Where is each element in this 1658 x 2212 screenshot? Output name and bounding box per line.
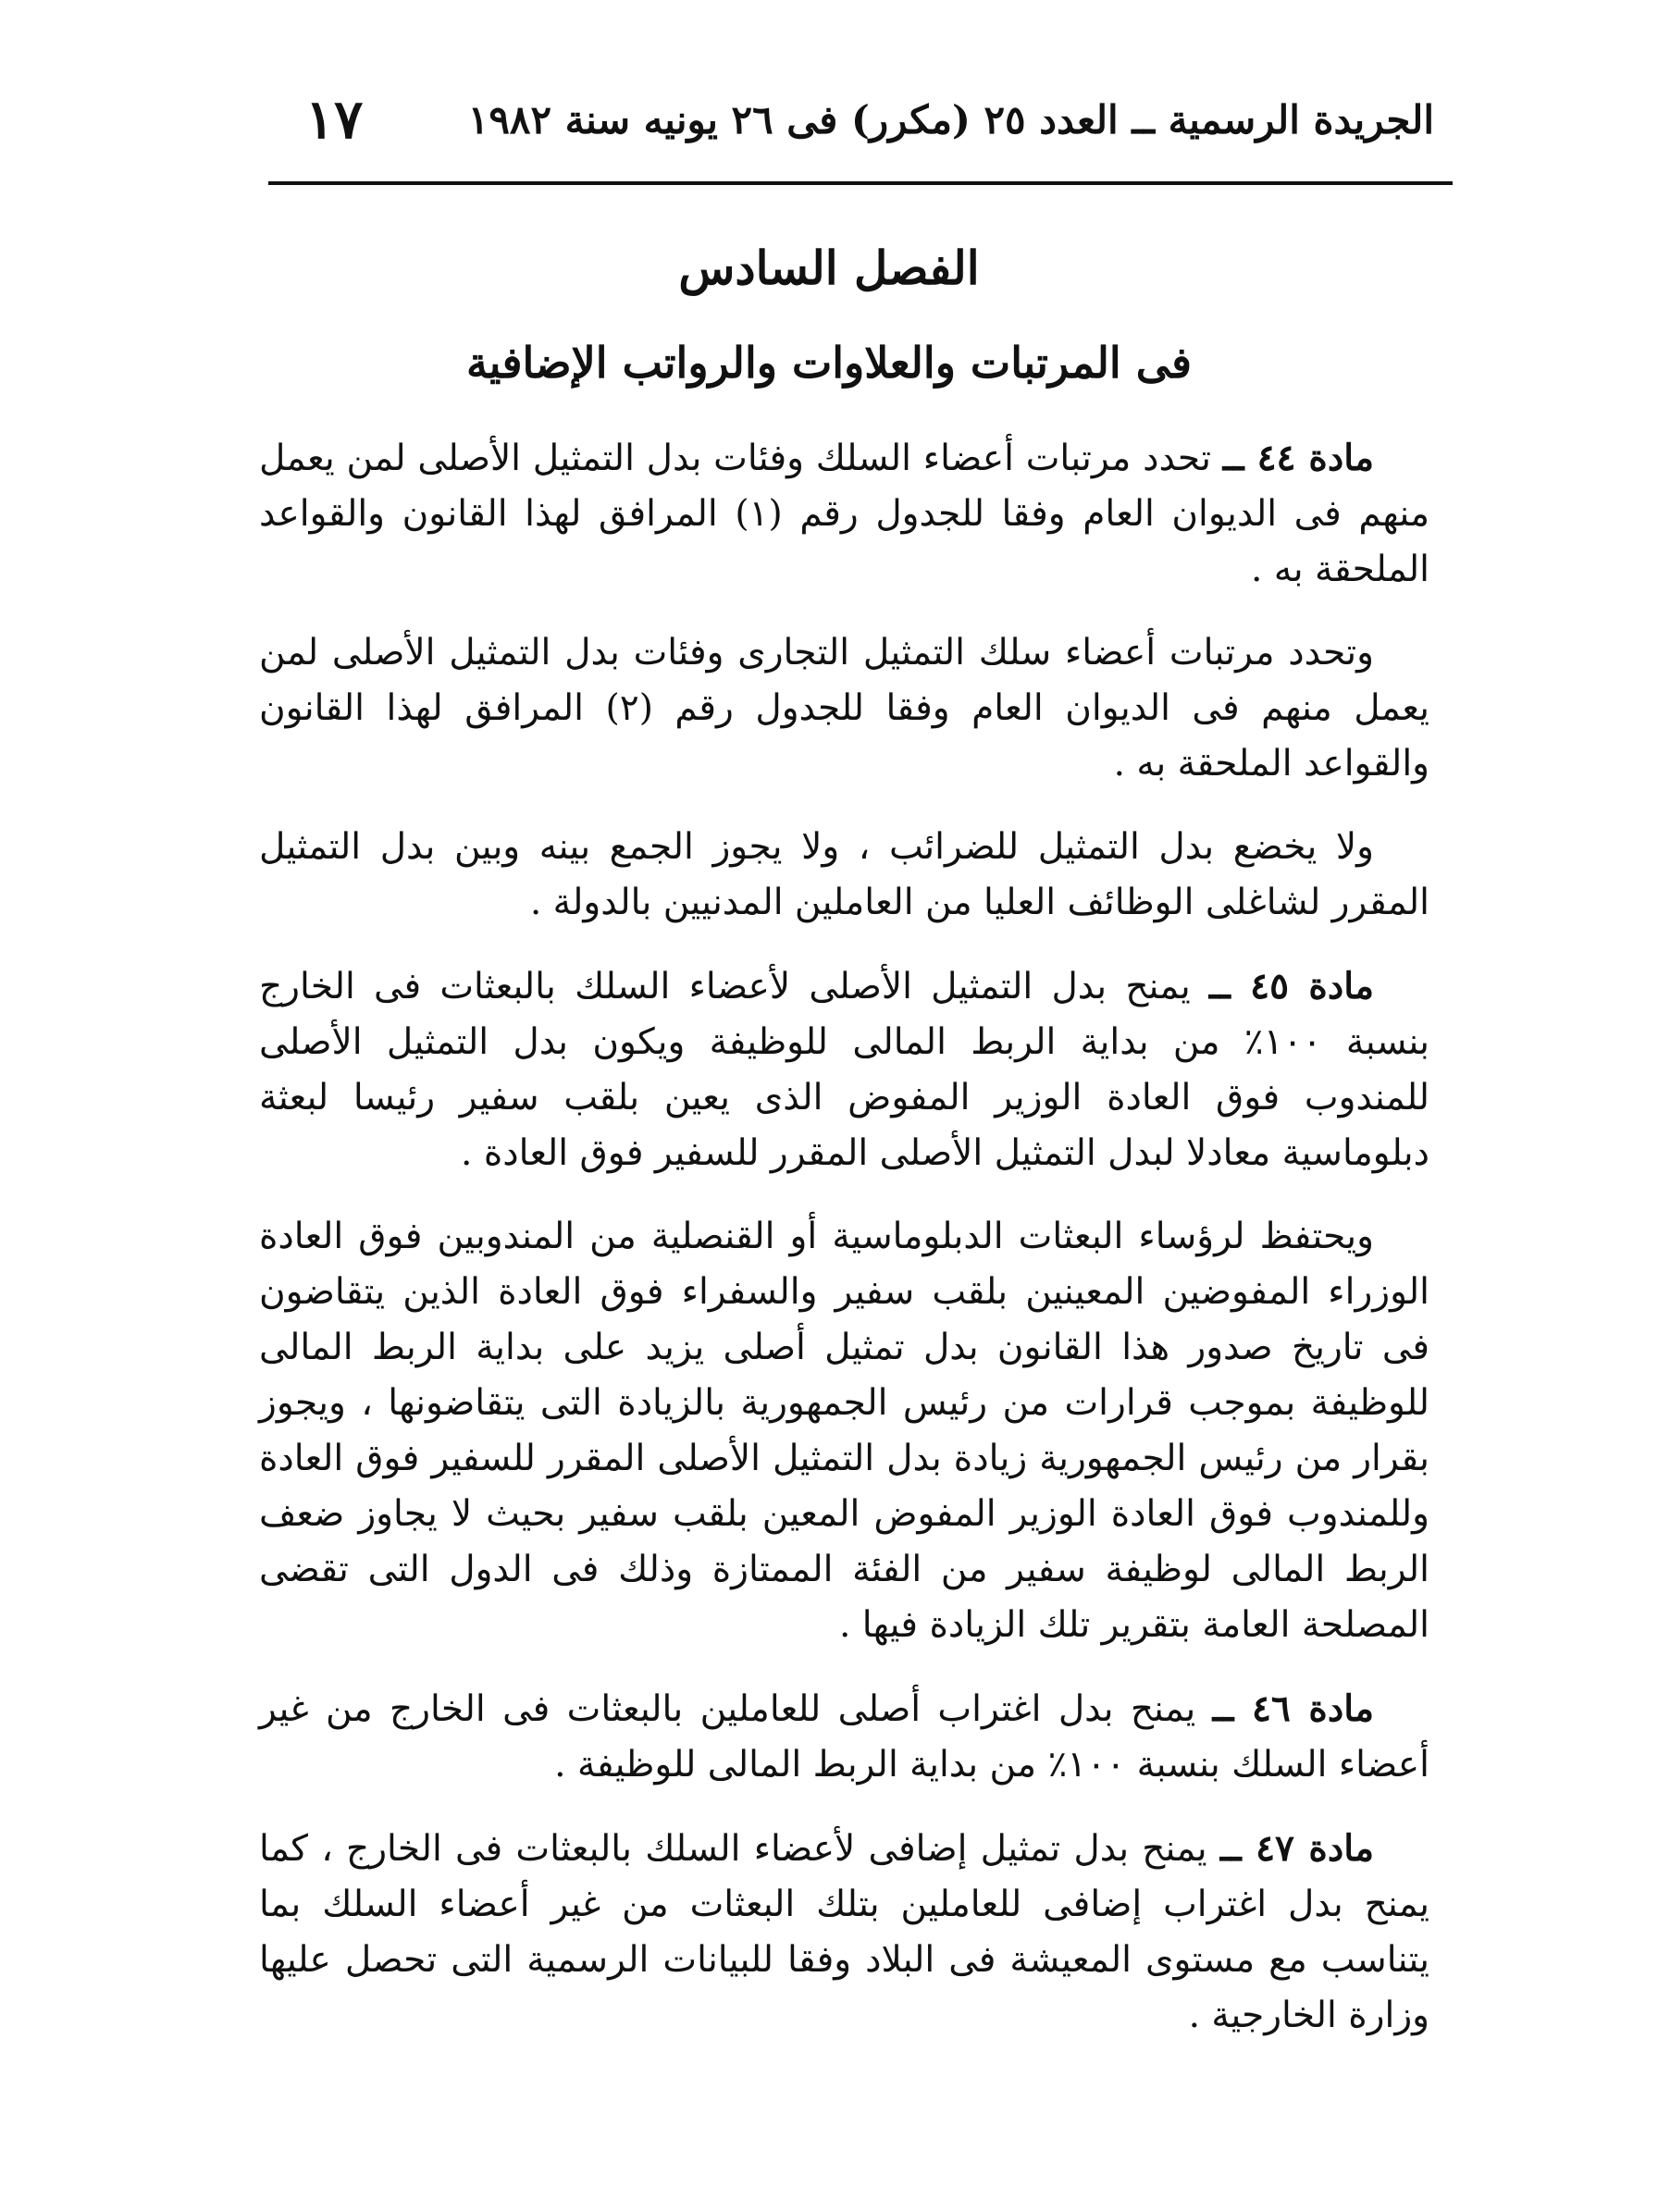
page-number: ١٧ — [305, 88, 364, 151]
gazette-title: الجريدة الرسمية ــ العدد ٢٥ (مكرر) فى ٢٦ يونيه سنة ١٩٨٢ — [467, 97, 1434, 142]
article-label: مادة ٤٤ ــ — [1222, 437, 1374, 479]
paragraph-text: تحدد مرتبات أعضاء السلك وفئات بدل التمثيل الأصلى لمن يعمل منهم فى الديوان العام وفقا للجدول رقم (١) المرافق لهذا القانون والقواعد الملحقة به . — [259, 438, 1430, 590]
document-body — [259, 430, 1429, 2071]
paragraph-article-45 — [259, 958, 1429, 1181]
paragraph-tax-exemption — [259, 820, 1429, 931]
paragraph-text: ويحتفظ لرؤساء البعثات الدبلوماسية أو القنصلية من المندوبين فوق العادة الوزراء المفوضين المعينين بلقب سفير والسفراء فوق العادة الذين يتقاضون فى تاريخ صدور هذا القانون بدل تمثيل أصلى يزيد على بداية الربط المالى للوظيفة بموجب قرارات من رئيس الجمهورية بالزيادة التى يتقاضونها ، ويجوز بقرار من رئيس الجمهورية زيادة بدل التمثيل الأصلى المقرر للسفير فوق العادة وللمندوب فوق العادة الوزير المفوض المعين بلقب سفير بحيث لا يجاوز ضعف الربط المالى لوظيفة سفير من الفئة الممتازة وذلك فى الدول التى تقضى المصلحة العامة بتقرير تلك الزيادة فيها . — [259, 1216, 1429, 1646]
article-label: مادة ٤٦ ــ — [1212, 1687, 1375, 1730]
paragraph-text: يمنح بدل اغتراب أصلى للعاملين بالبعثات فى الخارج من غير أعضاء السلك بنسبة ١٠٠٪ من بداية الربط المالى للوظيفة . — [259, 1688, 1429, 1786]
article-label: مادة ٤٧ ــ — [1219, 1827, 1374, 1870]
paragraph-heads-of-missions — [259, 1209, 1429, 1653]
paragraph-article-47 — [259, 1821, 1429, 2044]
paragraph-article-46 — [259, 1681, 1429, 1793]
article-label: مادة ٤٥ ــ — [1208, 965, 1374, 1007]
chapter-subtitle: فى المرتبات والعلاوات والرواتب الإضافية — [465, 338, 1193, 388]
paragraph-article-44 — [259, 430, 1429, 598]
header-divider — [268, 181, 1453, 185]
page-header — [268, 88, 1434, 171]
paragraph-text: يمنح بدل التمثيل الأصلى لأعضاء السلك بالبعثات فى الخارج بنسبة ١٠٠٪ من بداية الربط المالى للوظيفة ويكون بدل التمثيل الأصلى للمندوب فوق العادة الوزير المفوض الذى يعين بلقب سفير رئيسا لبعثة دبلوماسية معادلا لبدل التمثيل الأصلى المقرر للسفير فوق العادة . — [259, 966, 1429, 1174]
paragraph-commercial-representation — [259, 625, 1429, 792]
paragraph-text: ولا يخضع بدل التمثيل للضرائب ، ولا يجوز الجمع بينه وبين بدل التمثيل المقرر لشاغلى الوظائف العليا من العاملين المدنيين بالدولة . — [259, 826, 1429, 923]
chapter-title: الفصل السادس — [678, 241, 980, 295]
paragraph-text: يمنح بدل تمثيل إضافى لأعضاء السلك بالبعثات فى الخارج ، كما يمنح بدل اغتراب إضافى للعاملين بتلك البعثات من غير أعضاء السلك بما يتناسب مع مستوى المعيشة فى البلاد وفقا للبيانات الرسمية التى تحصل عليها وزارة الخارجية . — [259, 1828, 1429, 2036]
paragraph-text: وتحدد مرتبات أعضاء سلك التمثيل التجارى وفئات بدل التمثيل الأصلى لمن يعمل منهم فى الديوان العام وفقا للجدول رقم (٢) المرافق لهذا القانون والقواعد الملحقة به . — [259, 632, 1429, 785]
